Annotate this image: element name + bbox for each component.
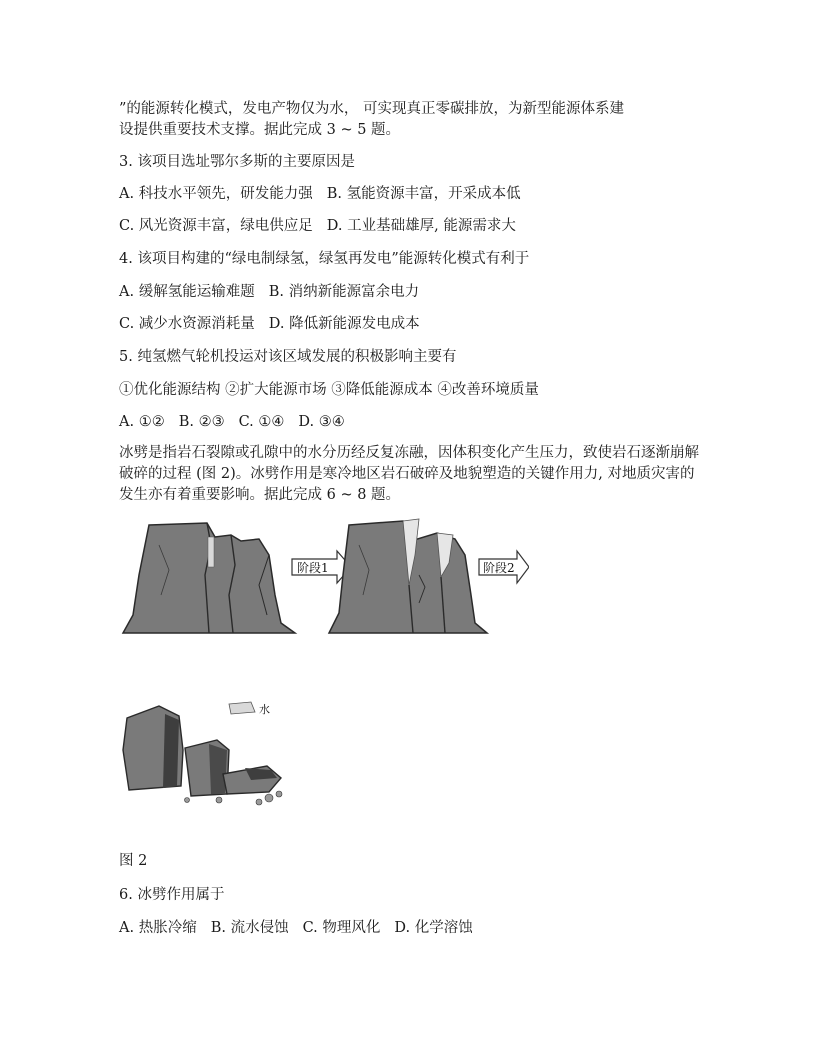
question-5-items: ①优化能源结构 ②扩大能源市场 ③降低能源成本 ④改善环境质量: [119, 382, 539, 398]
q4-option-d[interactable]: D. 降低新能源发电成本: [268, 316, 420, 332]
q3-option-b[interactable]: B. 氢能资源丰富，开采成本低: [326, 186, 521, 202]
question-6-stem: 6. 冰劈作用属于: [119, 887, 225, 903]
q6-option-c[interactable]: C. 物理风化: [302, 920, 381, 936]
figure-2-top-row: [119, 515, 529, 640]
q3-option-c[interactable]: C. 风光资源丰富，绿电供应足: [119, 218, 313, 234]
water-label: 水: [259, 703, 270, 716]
water-legend: [229, 702, 270, 716]
intact-rock-illustration: [123, 523, 295, 633]
q4-option-c[interactable]: C. 减少水资源消耗量: [119, 316, 255, 332]
q5-option-a[interactable]: A. ①②: [119, 414, 165, 430]
q6-option-d[interactable]: D. 化学溶蚀: [394, 920, 473, 936]
cracked-rock-illustration: [329, 519, 487, 633]
question-3-options-row-2: [119, 216, 530, 236]
stage-2-label: 阶段2: [483, 561, 515, 575]
figure-2-caption: 图 2: [119, 853, 148, 869]
stage-2-arrow: [479, 551, 529, 583]
intro-line-1: ”的能源转化模式，发电产物仅为水， 可实现真正零碳排放，为新型能源体系建: [119, 101, 625, 117]
q3-option-d[interactable]: D. 工业基础雄厚, 能源需求大: [326, 218, 516, 234]
question-3-options-row-1: [119, 184, 535, 204]
q5-option-d[interactable]: D. ③④: [298, 414, 345, 430]
question-4-options-row-2: [119, 314, 434, 334]
frost-wedging-passage: 冰劈是指岩石裂隙或孔隙中的水分历经反复冻融，因体积变化产生压力，致使岩石逐渐崩解破碎的过程 (图 2)。冰劈作用是寒冷地区岩石破碎及地貌塑造的关键作用力, 对地质灾害的发生亦有着重要影响。据此完成 6 ~ 8 题。: [119, 445, 699, 503]
q3-option-a[interactable]: A. 科技水平领先，研发能力强: [119, 186, 313, 202]
q6-option-a[interactable]: A. 热胀冷缩: [119, 920, 197, 936]
q5-option-c[interactable]: C. ①④: [238, 414, 285, 430]
stage-1-label: 阶段1: [297, 561, 329, 575]
q4-option-b[interactable]: B. 消纳新能源富余电力: [268, 284, 420, 300]
question-4-options-row-1: [119, 282, 433, 302]
question-4-stem: 4. 该项目构建的“绿电制绿氢，绿氢再发电”能源转化模式有利于: [119, 251, 530, 267]
q5-option-b[interactable]: B. ②③: [178, 414, 225, 430]
question-6-options: [119, 918, 487, 938]
q6-option-b[interactable]: B. 流水侵蚀: [210, 920, 289, 936]
shattered-rocks-illustration: [123, 706, 282, 805]
figure-2-bottom-row: [119, 690, 309, 810]
question-5-options: [119, 412, 359, 432]
question-3-stem: 3. 该项目选址鄂尔多斯的主要原因是: [119, 154, 355, 170]
question-5-stem: 5. 纯氢燃气轮机投运对该区域发展的积极影响主要有: [119, 349, 457, 365]
q4-option-a[interactable]: A. 缓解氢能运输难题: [119, 284, 255, 300]
intro-line-2: 设提供重要技术支撑。据此完成 3 ~ 5 题。: [119, 122, 401, 138]
